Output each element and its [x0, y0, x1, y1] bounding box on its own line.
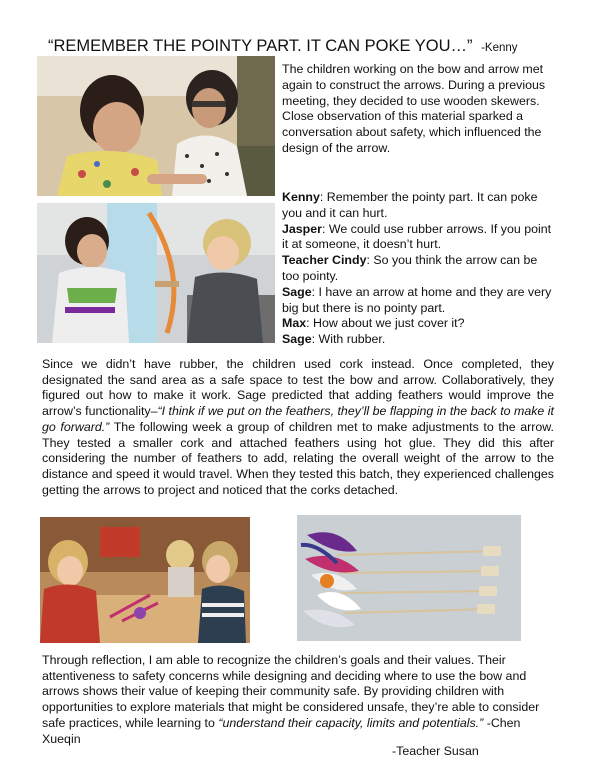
speaker: Max: [282, 316, 307, 331]
dialogue-line: [282, 332, 554, 348]
dialogue-line: [282, 190, 554, 222]
title-author: -Kenny: [481, 42, 518, 54]
sage-quote: “I think if we put on the feathers, they’ll be flapping in the back to make it go forward.”: [42, 404, 554, 434]
line-text: : I have an arrow at home and they are very big but there is no pointy part.: [282, 284, 552, 315]
intro-paragraph: The children working on the bow and arrow met again to construct the arrows. During a previous meeting, they decided to use wooden skewers. Close observation of this material sparked a conversation about safety, which influenced the design of the arrow.: [282, 62, 546, 155]
title-quote: “REMEMBER THE POINTY PART. IT CAN POKE YOU…”: [48, 37, 473, 55]
dialogue-line: [282, 316, 554, 332]
photo-children-at-table: [40, 517, 250, 643]
dialogue-line: [282, 285, 554, 317]
speaker: Sage: [282, 284, 312, 299]
signature: -Teacher Susan: [392, 744, 479, 758]
reflection-text-before: Through reflection, I am able to recognize the children’s goals and their values. Their attentiveness to safety concerns while designing and deciding where to use the bow and arrows shows their value of keeping their community safe. By providing children with opportunities to explore materials that might be considered unsafe, they’re able to consider safe practices, while learning to: [42, 653, 540, 730]
line-text: : Remember the pointy part. It can poke you and it can hurt.: [282, 190, 538, 220]
line-text: : So you think the arrow can be too pointy.: [282, 253, 538, 283]
speaker: Jasper: [282, 221, 322, 236]
photo-child-and-teacher: [37, 56, 275, 196]
line-text: : With rubber.: [311, 332, 386, 347]
line-text: : How about we just cover it?: [306, 316, 465, 331]
speaker: Kenny: [282, 190, 320, 204]
page-title: [48, 36, 568, 58]
reflection-paragraph: [42, 653, 554, 747]
photo-feathered-arrows: [297, 515, 521, 641]
line-text: : We could use rubber arrows. If you point it at someone, it doesn’t hurt.: [282, 221, 552, 252]
reflection-text-after: -Chen Xueqin: [42, 715, 521, 746]
speaker: Teacher Cindy: [282, 253, 367, 268]
photo-children-with-bow: [37, 203, 275, 343]
dialogue: [282, 190, 554, 348]
main-text-before: Since we didn’t have rubber, the children used cork instead. Once completed, they designated the sand area as a safe space to test the bow and arrow. Collaboratively, they figured out how to make it work. Sage predicted that adding feathers would improve the arrow’s functionality–: [42, 357, 554, 419]
main-paragraph: [42, 357, 554, 498]
dialogue-line: [282, 253, 554, 285]
speaker: Sage: [282, 332, 312, 347]
reflection-quote: “understand their capacity, limits and potentials.”: [218, 715, 484, 730]
dialogue-line: [282, 222, 554, 254]
main-text-after: The following week a group of children met to make adjustments to the arrow. They tested a smaller cork and attached feathers using hot glue. They did this after considering the number of feathers to add, relating the overall weight of the arrow to the distance and speed it would travel. When they tested this batch, they experienced challenges getting the arrows to project and noticed that the corks detached.: [42, 419, 554, 497]
